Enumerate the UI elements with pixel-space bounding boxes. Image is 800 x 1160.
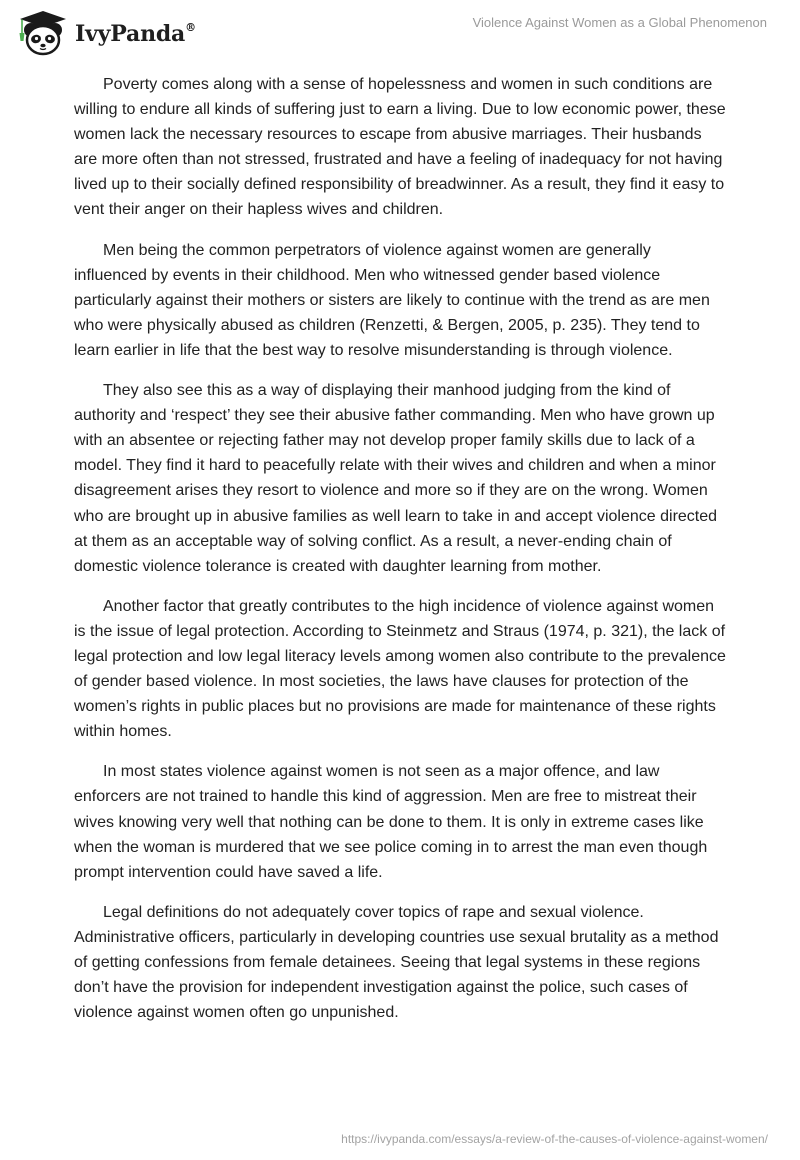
paragraph-3: They also see this as a way of displaying their manhood judging from the kind of authority and ‘respect’ they see their abusive father commanding. Men who have grown up with an absentee or rejecting father may not develop proper family skills due to lack of a model. They find it hard to peacefully relate with their wives and children and when a minor disagreement arises they resort to violence and more so if they are on the wrong. Women who are brought up in abusive families as well learn to take in and accept violence directed at them as an acceptable way of solving conflict. As a result, a never-ending chain of domestic violence tolerance is created with daughter learning from mother. xyxy=(74,382,718,575)
paragraph-5: In most states violence against women is not seen as a major offence, and law enforcers are not trained to handle this kind of aggression. Men are free to mistreat their wives knowing very well that nothing can be done to them. It is only in extreme cases like when the woman is murdered that we see police coming in to arrest the man even though prompt intervention could have saved a life. xyxy=(74,763,708,881)
logo-text: IvyPanda® xyxy=(75,20,196,47)
paragraph-6: Legal definitions do not adequately cover topics of rape and sexual violence. Administrative officers, particularly in developing countries use sexual brutality as a method of getting confessions from female detainees. Seeing that legal systems in these regions don’t have the provision for independent investigation against the police, such cases of violence against women often go unpunished. xyxy=(74,903,719,1022)
ivypanda-logo[interactable] xyxy=(14,8,196,58)
paragraph-2: Men being the common perpetrators of violence against women are generally influenced by events in their childhood. Men who witnessed gender based violence particularly against their mothers or sisters are likely to continue with the trend as are men who were physically abused as children (Renzetti, & Bergen, 2005, p. 235). They tend to learn earlier in life that the best way to resolve misunderstanding is through violence. xyxy=(74,241,710,359)
paragraph-1: Poverty comes along with a sense of hopelessness and women in such conditions are willing to endure all kinds of suffering just to earn a living. Due to low economic power, these women lack the necessary resources to escape from abusive marriages. Their husbands are more often than not stressed, frustrated and have a feeling of inadequacy for not having lived up to their socially defined responsibility of breadwinner. As a result, they find it easy to vent their anger on their hapless wives and children. xyxy=(74,76,726,219)
document-title: Violence Against Women as a Global Phenomenon xyxy=(472,15,767,30)
source-url[interactable]: https://ivypanda.com/essays/a-review-of-the-causes-of-violence-against-women/ xyxy=(341,1132,768,1146)
panda-graduation-cap-icon xyxy=(14,8,72,58)
essay-body xyxy=(74,72,728,1040)
page-header xyxy=(0,0,800,60)
paragraph-4: Another factor that greatly contributes to the high incidence of violence against women is the issue of legal protection. According to Steinmetz and Straus (1974, p. 321), the lack of legal protection and low legal literacy levels among women also contribute to the prevalence of gender based violence. In most societies, the laws have clauses for protection of the women’s rights in public places but no provisions are made for maintenance of these rights within homes. xyxy=(74,597,726,741)
